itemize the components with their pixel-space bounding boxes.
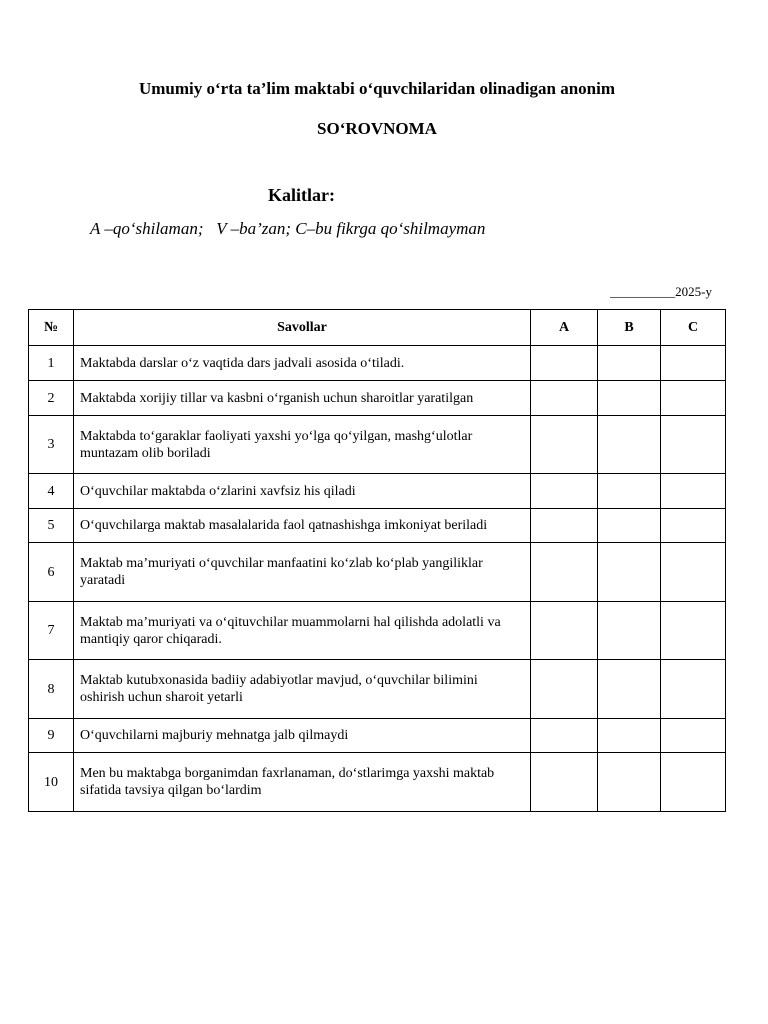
answer-cell-b[interactable] <box>598 660 661 719</box>
row-number: 3 <box>29 416 74 474</box>
header-b: B <box>598 310 661 346</box>
answer-cell-a[interactable] <box>531 719 598 753</box>
answer-cell-a[interactable] <box>531 416 598 474</box>
table-row <box>29 509 726 543</box>
answer-cell-b[interactable] <box>598 719 661 753</box>
row-question: Maktabda xorijiy tillar va kasbni o‘rganish uchun sharoitlar yaratilgan <box>74 381 531 416</box>
table-row <box>29 753 726 812</box>
row-question: O‘quvchilar maktabda o‘zlarini xavfsiz his qiladi <box>74 474 531 509</box>
date-line: __________2025-y <box>610 284 712 299</box>
header-c: C <box>661 310 726 346</box>
answer-cell-b[interactable] <box>598 346 661 381</box>
row-number: 7 <box>29 602 74 660</box>
answer-cell-c[interactable] <box>661 509 726 543</box>
row-question: Maktab ma’muriyati va o‘qituvchilar muammolarni hal qilishda adolatli va mantiqiy qaror chiqaradi. <box>74 602 531 660</box>
answer-cell-a[interactable] <box>531 602 598 660</box>
table-header-row <box>29 310 726 346</box>
answer-cell-a[interactable] <box>531 474 598 509</box>
answer-cell-c[interactable] <box>661 381 726 416</box>
row-question: O‘quvchilarni majburiy mehnatga jalb qilmaydi <box>74 719 531 753</box>
answer-cell-a[interactable] <box>531 660 598 719</box>
table-row <box>29 381 726 416</box>
header-a: A <box>531 310 598 346</box>
answer-cell-a[interactable] <box>531 381 598 416</box>
row-question: Maktab kutubxonasida badiiy adabiyotlar mavjud, o‘quvchilar bilimini oshirish uchun sharoit yetarli <box>74 660 531 719</box>
row-number: 8 <box>29 660 74 719</box>
answer-cell-a[interactable] <box>531 346 598 381</box>
row-number: 6 <box>29 543 74 602</box>
answer-cell-c[interactable] <box>661 660 726 719</box>
document-subtitle: SO‘ROVNOMA <box>317 119 437 138</box>
row-number: 2 <box>29 381 74 416</box>
answer-cell-b[interactable] <box>598 509 661 543</box>
answer-cell-c[interactable] <box>661 416 726 474</box>
survey-table <box>28 309 726 812</box>
keys-title: Kalitlar: <box>268 185 335 205</box>
row-number: 5 <box>29 509 74 543</box>
document-title: Umumiy o‘rta ta’lim maktabi o‘quvchilaridan olinadigan anonim <box>138 79 616 98</box>
answer-cell-a[interactable] <box>531 543 598 602</box>
row-question: Men bu maktabga borganimdan faxrlanaman, do‘stlarimga yaxshi maktab sifatida tavsiya qilgan bo‘lardim <box>74 753 531 812</box>
answer-cell-c[interactable] <box>661 474 726 509</box>
answer-cell-c[interactable] <box>661 753 726 812</box>
table-row <box>29 474 726 509</box>
table-row <box>29 719 726 753</box>
row-question: O‘quvchilarga maktab masalalarida faol qatnashishga imkoniyat beriladi <box>74 509 531 543</box>
row-question: Maktab ma’muriyati o‘quvchilar manfaatini ko‘zlab ko‘plab yangiliklar yaratadi <box>74 543 531 602</box>
header-number: № <box>29 310 74 346</box>
header-questions: Savollar <box>74 310 531 346</box>
table-row <box>29 416 726 474</box>
table-row <box>29 543 726 602</box>
answer-cell-a[interactable] <box>531 509 598 543</box>
row-number: 10 <box>29 753 74 812</box>
answer-cell-a[interactable] <box>531 753 598 812</box>
keys-legend: A –qo‘shilaman; V –ba’zan; C–bu fikrga qo‘shilmayman <box>90 219 486 238</box>
row-number: 9 <box>29 719 74 753</box>
answer-cell-c[interactable] <box>661 602 726 660</box>
table-row <box>29 346 726 381</box>
row-number: 1 <box>29 346 74 381</box>
answer-cell-c[interactable] <box>661 346 726 381</box>
answer-cell-b[interactable] <box>598 543 661 602</box>
answer-cell-c[interactable] <box>661 719 726 753</box>
answer-cell-b[interactable] <box>598 381 661 416</box>
answer-cell-b[interactable] <box>598 753 661 812</box>
table-row <box>29 660 726 719</box>
row-question: Maktabda to‘garaklar faoliyati yaxshi yo‘lga qo‘yilgan, mashg‘ulotlar muntazam olib boriladi <box>74 416 531 474</box>
answer-cell-c[interactable] <box>661 543 726 602</box>
row-question: Maktabda darslar o‘z vaqtida dars jadvali asosida o‘tiladi. <box>74 346 531 381</box>
answer-cell-b[interactable] <box>598 416 661 474</box>
answer-cell-b[interactable] <box>598 602 661 660</box>
row-number: 4 <box>29 474 74 509</box>
table-row <box>29 602 726 660</box>
answer-cell-b[interactable] <box>598 474 661 509</box>
